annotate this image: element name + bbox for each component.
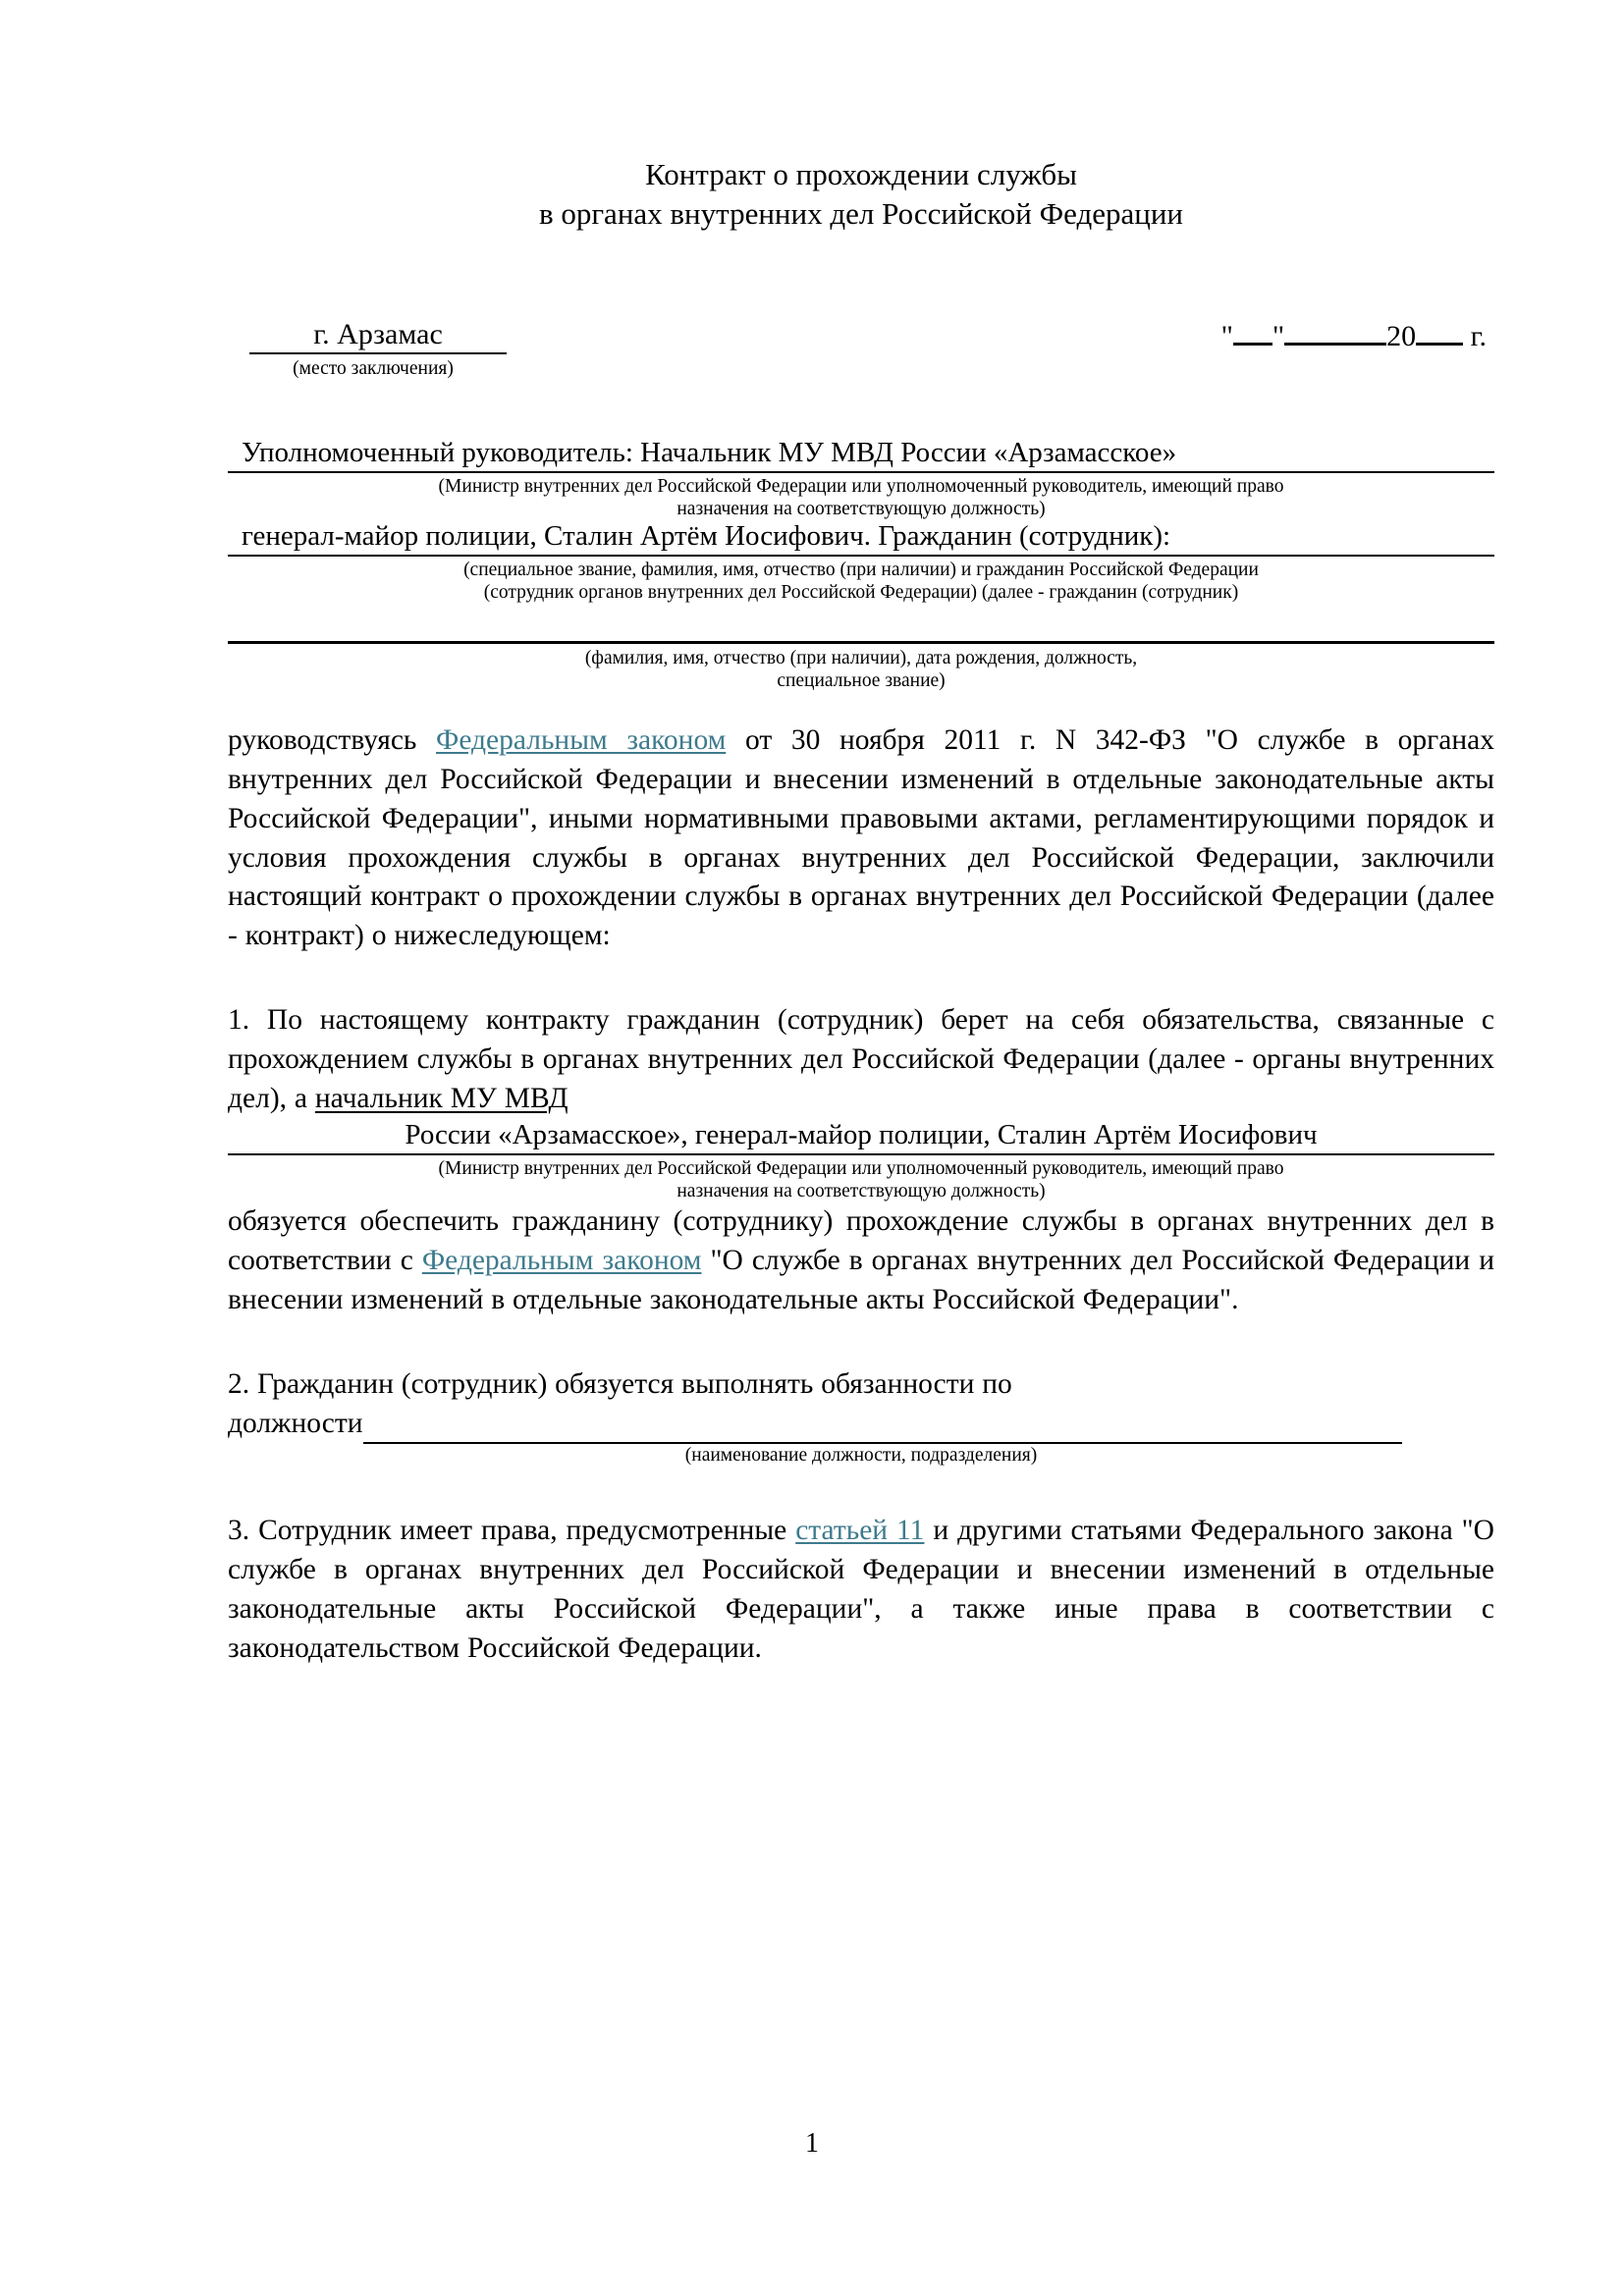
clause-2-line-2 — [228, 1405, 1494, 1444]
date-year-prefix: 20 — [1386, 320, 1417, 353]
date-year-blank[interactable] — [1416, 343, 1463, 346]
preamble-text-after-link: от 30 ноября 2011 г. N 342-ФЗ "О службе в органах внутренних дел Российской Федерации и внесении изменений в отдельные законодательные акты Российской Федерации", иными нормативными правовыми актами, регламентирующими порядок и условия прохождения службы в органах внутренних дел Российской Федерации, заключили настоящий контракт о прохождении службы в органах внутренних дел Российской Федерации (далее - контракт) о нижеследующем: — [228, 723, 1495, 952]
clause-2-position-blank-field[interactable] — [363, 1412, 1402, 1444]
employee-name-blank-field[interactable] — [228, 641, 1494, 644]
clause-1-paragraph-part-1 — [228, 1001, 1494, 1119]
clause-1-part2-after-link: "О службе в органах внутренних дел Российской Федерации и внесении изменений в отдельные законодательные акты Российской Федерации". — [228, 1244, 1495, 1315]
date-suffix: г. — [1470, 320, 1487, 353]
date-block[interactable] — [1221, 321, 1487, 352]
date-quote-open: " — [1220, 320, 1233, 353]
date-month-blank[interactable] — [1284, 343, 1386, 346]
spacer — [228, 692, 1494, 721]
title-line-2: в органах внутренних дел Российской Федерации — [538, 195, 1184, 231]
official-caption-1: (специальное звание, фамилия, имя, отчество (при наличии) и гражданин Российской Федерации — [463, 559, 1259, 580]
official-line-field[interactable]: генерал-майор полиции, Сталин Артём Иосифович. Гражданин (сотрудник): — [228, 520, 1494, 557]
clause-1-underlined-authority-1: начальник МУ МВД — [314, 1083, 568, 1115]
clause-2-line-1 — [228, 1365, 1494, 1405]
spacer — [228, 392, 1494, 437]
clause-1-paragraph-part-2 — [228, 1202, 1494, 1320]
place-and-date-row — [228, 319, 1494, 392]
clause-2-text-line-2: должности — [228, 1407, 363, 1439]
title-line-1: Контракт о прохождении службы — [645, 157, 1077, 191]
clause-2-text-line-1: 2. Гражданин (сотрудник) обязуется выполнять обязанности по — [228, 1367, 1012, 1400]
preamble-text-before-link: руководствуясь — [228, 723, 437, 756]
federal-law-link-2[interactable]: Федеральным законом — [421, 1244, 702, 1276]
federal-law-link[interactable]: Федеральным законом — [436, 723, 727, 756]
authority-caption-1: (Министр внутренних дел Российской Федерации или уполномоченный руководитель, имеющий право — [438, 475, 1284, 497]
clause-1-part2-before-link: обязуется обеспечить гражданину (сотруднику) прохождение службы в органах внутренних дел в соответствии с — [228, 1204, 1494, 1276]
place-caption: (место заключения) — [293, 358, 454, 380]
spacer — [228, 1320, 1494, 1365]
clause-1-caption-1: (Министр внутренних дел Российской Федерации или уполномоченный руководитель, имеющий право — [438, 1157, 1284, 1179]
authority-line-field[interactable]: Уполномоченный руководитель: Начальник МУ МВД России «Арзамасское» — [228, 437, 1494, 473]
clause-1-underlined-authority-2[interactable]: России «Арзамасское», генерал-майор полиции, Сталин Артём Иосифович — [228, 1119, 1494, 1155]
page-number: 1 — [805, 2128, 819, 2159]
employee-blank-caption-1: (фамилия, имя, отчество (при наличии), дата рождения, должность, — [584, 647, 1138, 668]
clause-3-paragraph — [228, 1512, 1494, 1669]
preamble-paragraph — [228, 721, 1494, 957]
clause-1-text: 1. По настоящему контракту гражданин (сотрудник) берет на себя обязательства, связанные с прохождением службы в органах внутренних дел Российской Федерации (далее - органы внутренних дел), а — [228, 1004, 1494, 1115]
official-caption-2: (сотрудник органов внутренних дел Российской Федерации) (далее - гражданин (сотрудник) — [483, 581, 1239, 603]
authority-caption-2: назначения на соответствующую должность) — [677, 498, 1046, 519]
place-of-conclusion-field[interactable]: г. Арзамас — [249, 319, 507, 354]
date-day-blank[interactable] — [1233, 343, 1272, 346]
document-content — [228, 0, 1494, 1669]
clause-3-text-after-link: и другими статьями Федерального закона "О службе в органах внутренних дел Российской Федерации и внесении изменений в отдельные законодательные акты Российской Федерации", а также иные права в соответствии с законодательством Российской Федерации. — [228, 1514, 1494, 1664]
employee-blank-caption-2: специальное звание) — [777, 669, 946, 691]
spacer — [228, 956, 1494, 1001]
clause-1-caption-2: назначения на соответствующую должность) — [677, 1180, 1046, 1201]
page-title — [228, 155, 1494, 233]
place-block — [228, 319, 640, 380]
spacer — [228, 1467, 1494, 1512]
clause-3-text-before-link: 3. Сотрудник имеет права, предусмотренные — [228, 1514, 796, 1546]
date-quote-close: " — [1272, 320, 1285, 353]
article-11-link[interactable]: статьей 11 — [795, 1514, 925, 1546]
clause-2-caption: (наименование должности, подразделения) — [684, 1444, 1038, 1466]
